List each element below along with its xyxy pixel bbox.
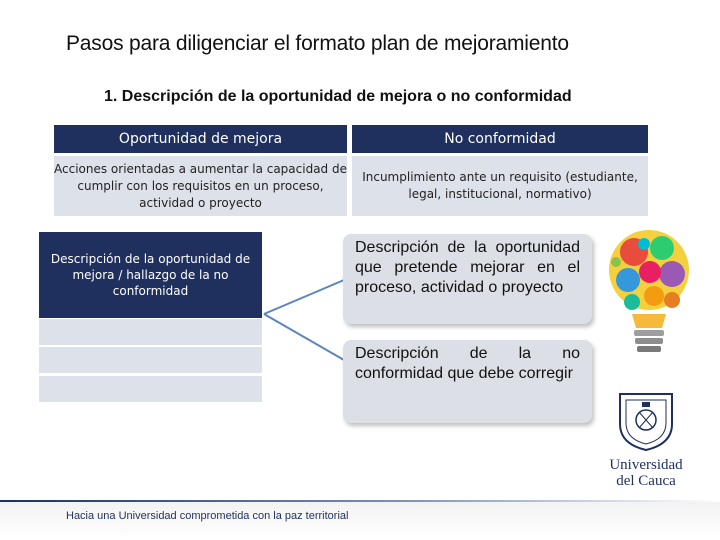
connector-arrow-lower bbox=[264, 314, 344, 360]
oportunidad-header: Oportunidad de mejora bbox=[54, 125, 347, 153]
form-column-header: Descripción de la oportunidad de mejora / hallazgo de la no conformidad bbox=[39, 232, 262, 318]
lightbulb-icon bbox=[604, 222, 694, 362]
logo-line-1: Universidad bbox=[609, 457, 683, 473]
no-conformidad-definition: Incumplimiento ante un requisito (estudiante, legal, institucional, normativo) bbox=[352, 156, 648, 216]
footer-slogan: Hacia una Universidad comprometida con la paz territorial bbox=[66, 510, 349, 522]
university-crest-icon bbox=[596, 390, 696, 452]
connector-arrow-upper bbox=[264, 280, 344, 314]
university-logo bbox=[596, 390, 696, 489]
form-row bbox=[39, 347, 262, 374]
form-row bbox=[39, 319, 262, 346]
section-title: 1. Descripción de la oportunidad de mejora o no conformidad bbox=[104, 88, 572, 105]
oportunidad-definition: Acciones orientadas a aumentar la capacidad de cumplir con los requisitos en un proceso, actividad o proyecto bbox=[54, 156, 347, 216]
connector-arrows bbox=[260, 250, 350, 380]
form-row bbox=[39, 376, 262, 403]
slide-title: Pasos para diligenciar el formato plan de mejoramiento bbox=[66, 32, 569, 55]
callout-no-conformidad: Descripción de la no conformidad que debe corregir bbox=[343, 340, 592, 423]
no-conformidad-header: No conformidad bbox=[352, 125, 648, 153]
logo-line-2: del Cauca bbox=[616, 473, 676, 489]
footer-divider bbox=[0, 500, 720, 502]
callout-oportunidad: Descripción de la oportunidad que pretende mejorar en el proceso, actividad o proyecto bbox=[343, 234, 592, 324]
